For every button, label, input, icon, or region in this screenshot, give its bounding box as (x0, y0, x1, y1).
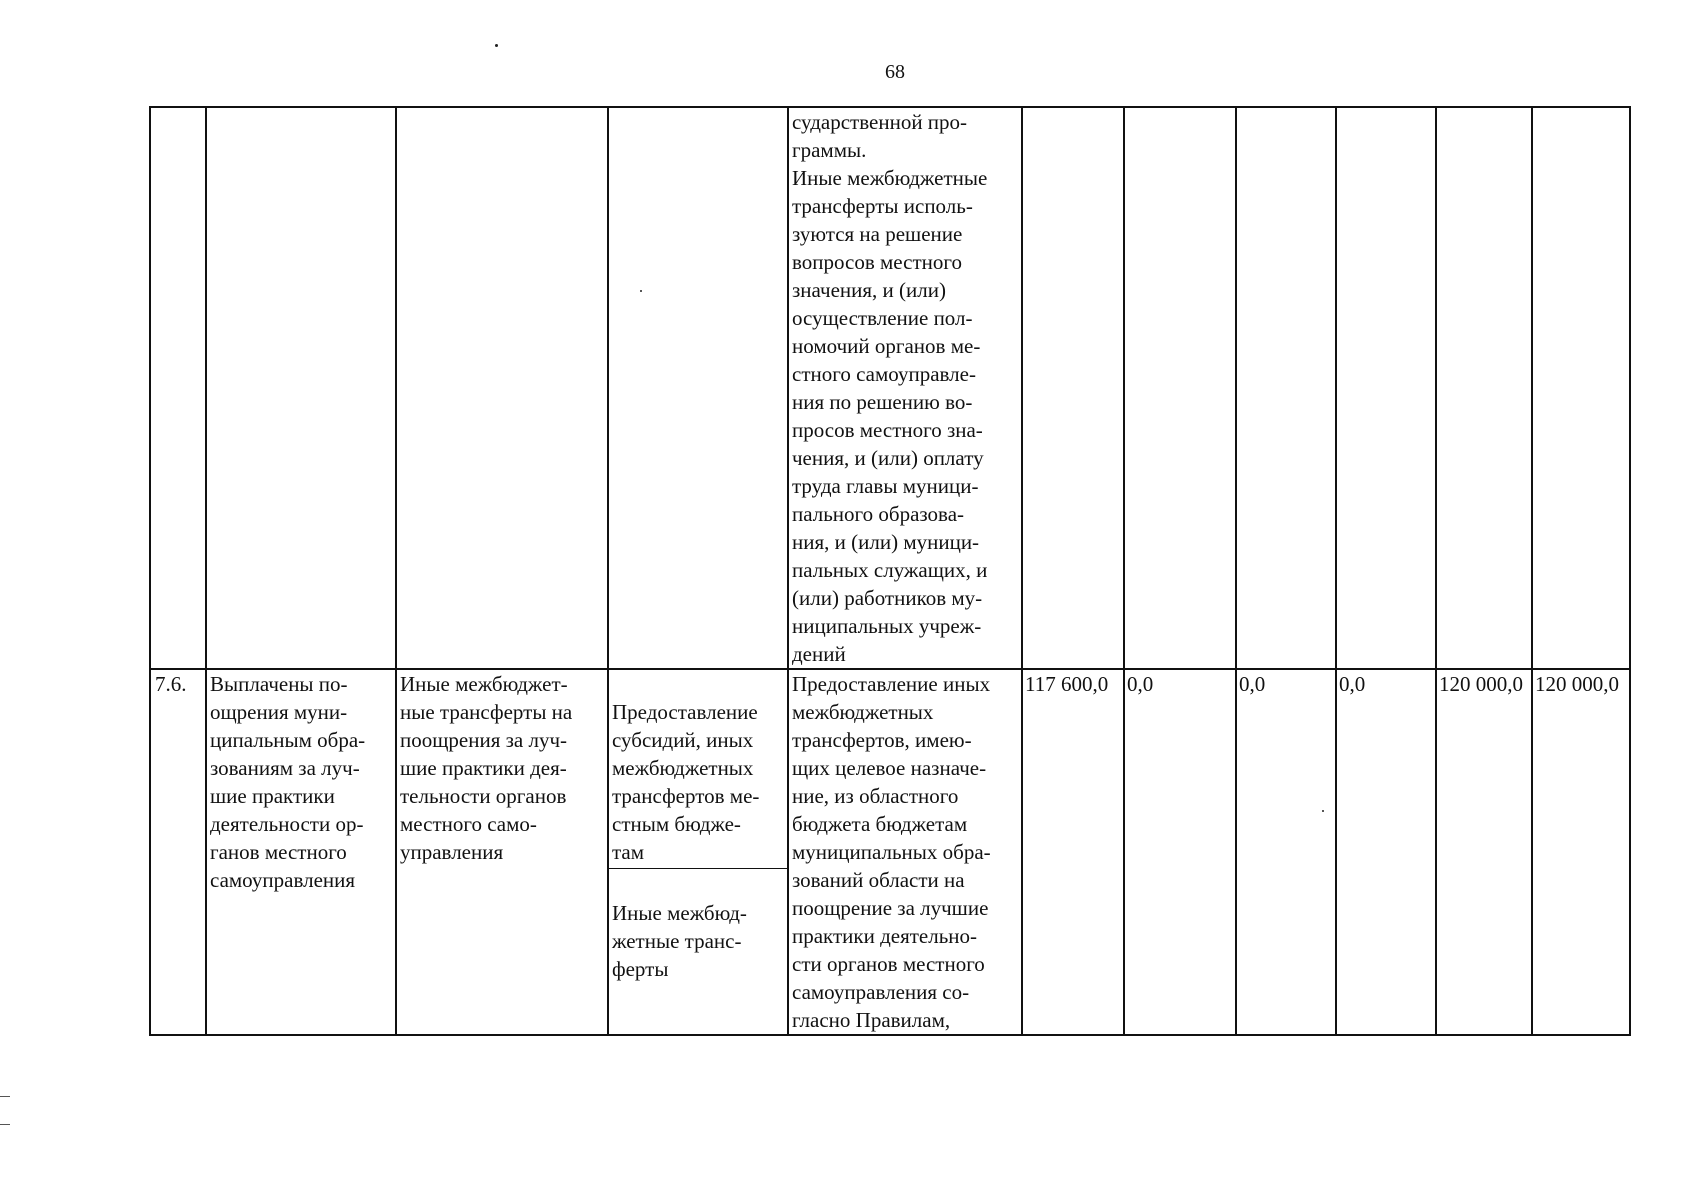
cell-value (1336, 107, 1436, 669)
cell-number: 7.6. (150, 669, 206, 1035)
cell-transfer-type (396, 107, 608, 669)
cell-description: Предоставление иных межбюджетных трансфертов, имею- щих целевое назначе- ние, из областного бюджета бюджетам муниципальных обра- зований области на поощрение за лучшие практики деятельно- сти органов местного самоуправления со- гласно Правилам, (788, 669, 1022, 1035)
table-row-continuation (150, 107, 1630, 669)
program-table (149, 106, 1631, 1036)
cell-transfer-type: Иные межбюджет- ные трансферты на поощрения за луч- шие практики дея- тельности органов местного само- управления (396, 669, 608, 1035)
cell-value-4: 0,0 (1336, 669, 1436, 1035)
cell-method (608, 669, 788, 1035)
cell-value (1236, 107, 1336, 669)
method-provision: Предоставление субсидий, иных межбюджетных трансфертов ме- стным бюдже- там (609, 698, 787, 869)
margin-mark (0, 1096, 10, 1097)
cell-value (1436, 107, 1532, 669)
cell-method (608, 107, 788, 669)
cell-value (1124, 107, 1236, 669)
cell-result (206, 107, 396, 669)
cell-value-5: 120 000,0 (1436, 669, 1532, 1035)
cell-value (1532, 107, 1630, 669)
margin-mark (0, 1124, 10, 1125)
table-row-7-6 (150, 669, 1630, 1035)
cell-value (1022, 107, 1124, 669)
cell-result: Выплачены по- ощрения муни- ципальным обра- зованиям за луч- шие практики деятельности ор- ганов местного самоуправления (206, 669, 396, 1035)
cell-value-3: 0,0 (1236, 669, 1336, 1035)
page-number: 68 (885, 61, 905, 83)
cell-value-2: 0,0 (1124, 669, 1236, 1035)
cell-number (150, 107, 206, 669)
scan-speck (495, 44, 498, 47)
cell-description: сударственной про- граммы. Иные межбюджетные трансферты исполь- зуются на решение вопросов местного значения, и (или) осуществление пол- номочий органов ме- стного самоуправле- ния по решению во- просов местного зна- чения, и (или) оплату труда главы муници- пального образова- ния, и (или) муници- пальных служащих, и (или) работников му- ниципальных учреж- дений (788, 107, 1022, 669)
cell-value-6: 120 000,0 (1532, 669, 1630, 1035)
method-transfer: Иные межбюд- жетные транс- ферты (612, 901, 747, 981)
cell-value-1: 117 600,0 (1022, 669, 1124, 1035)
